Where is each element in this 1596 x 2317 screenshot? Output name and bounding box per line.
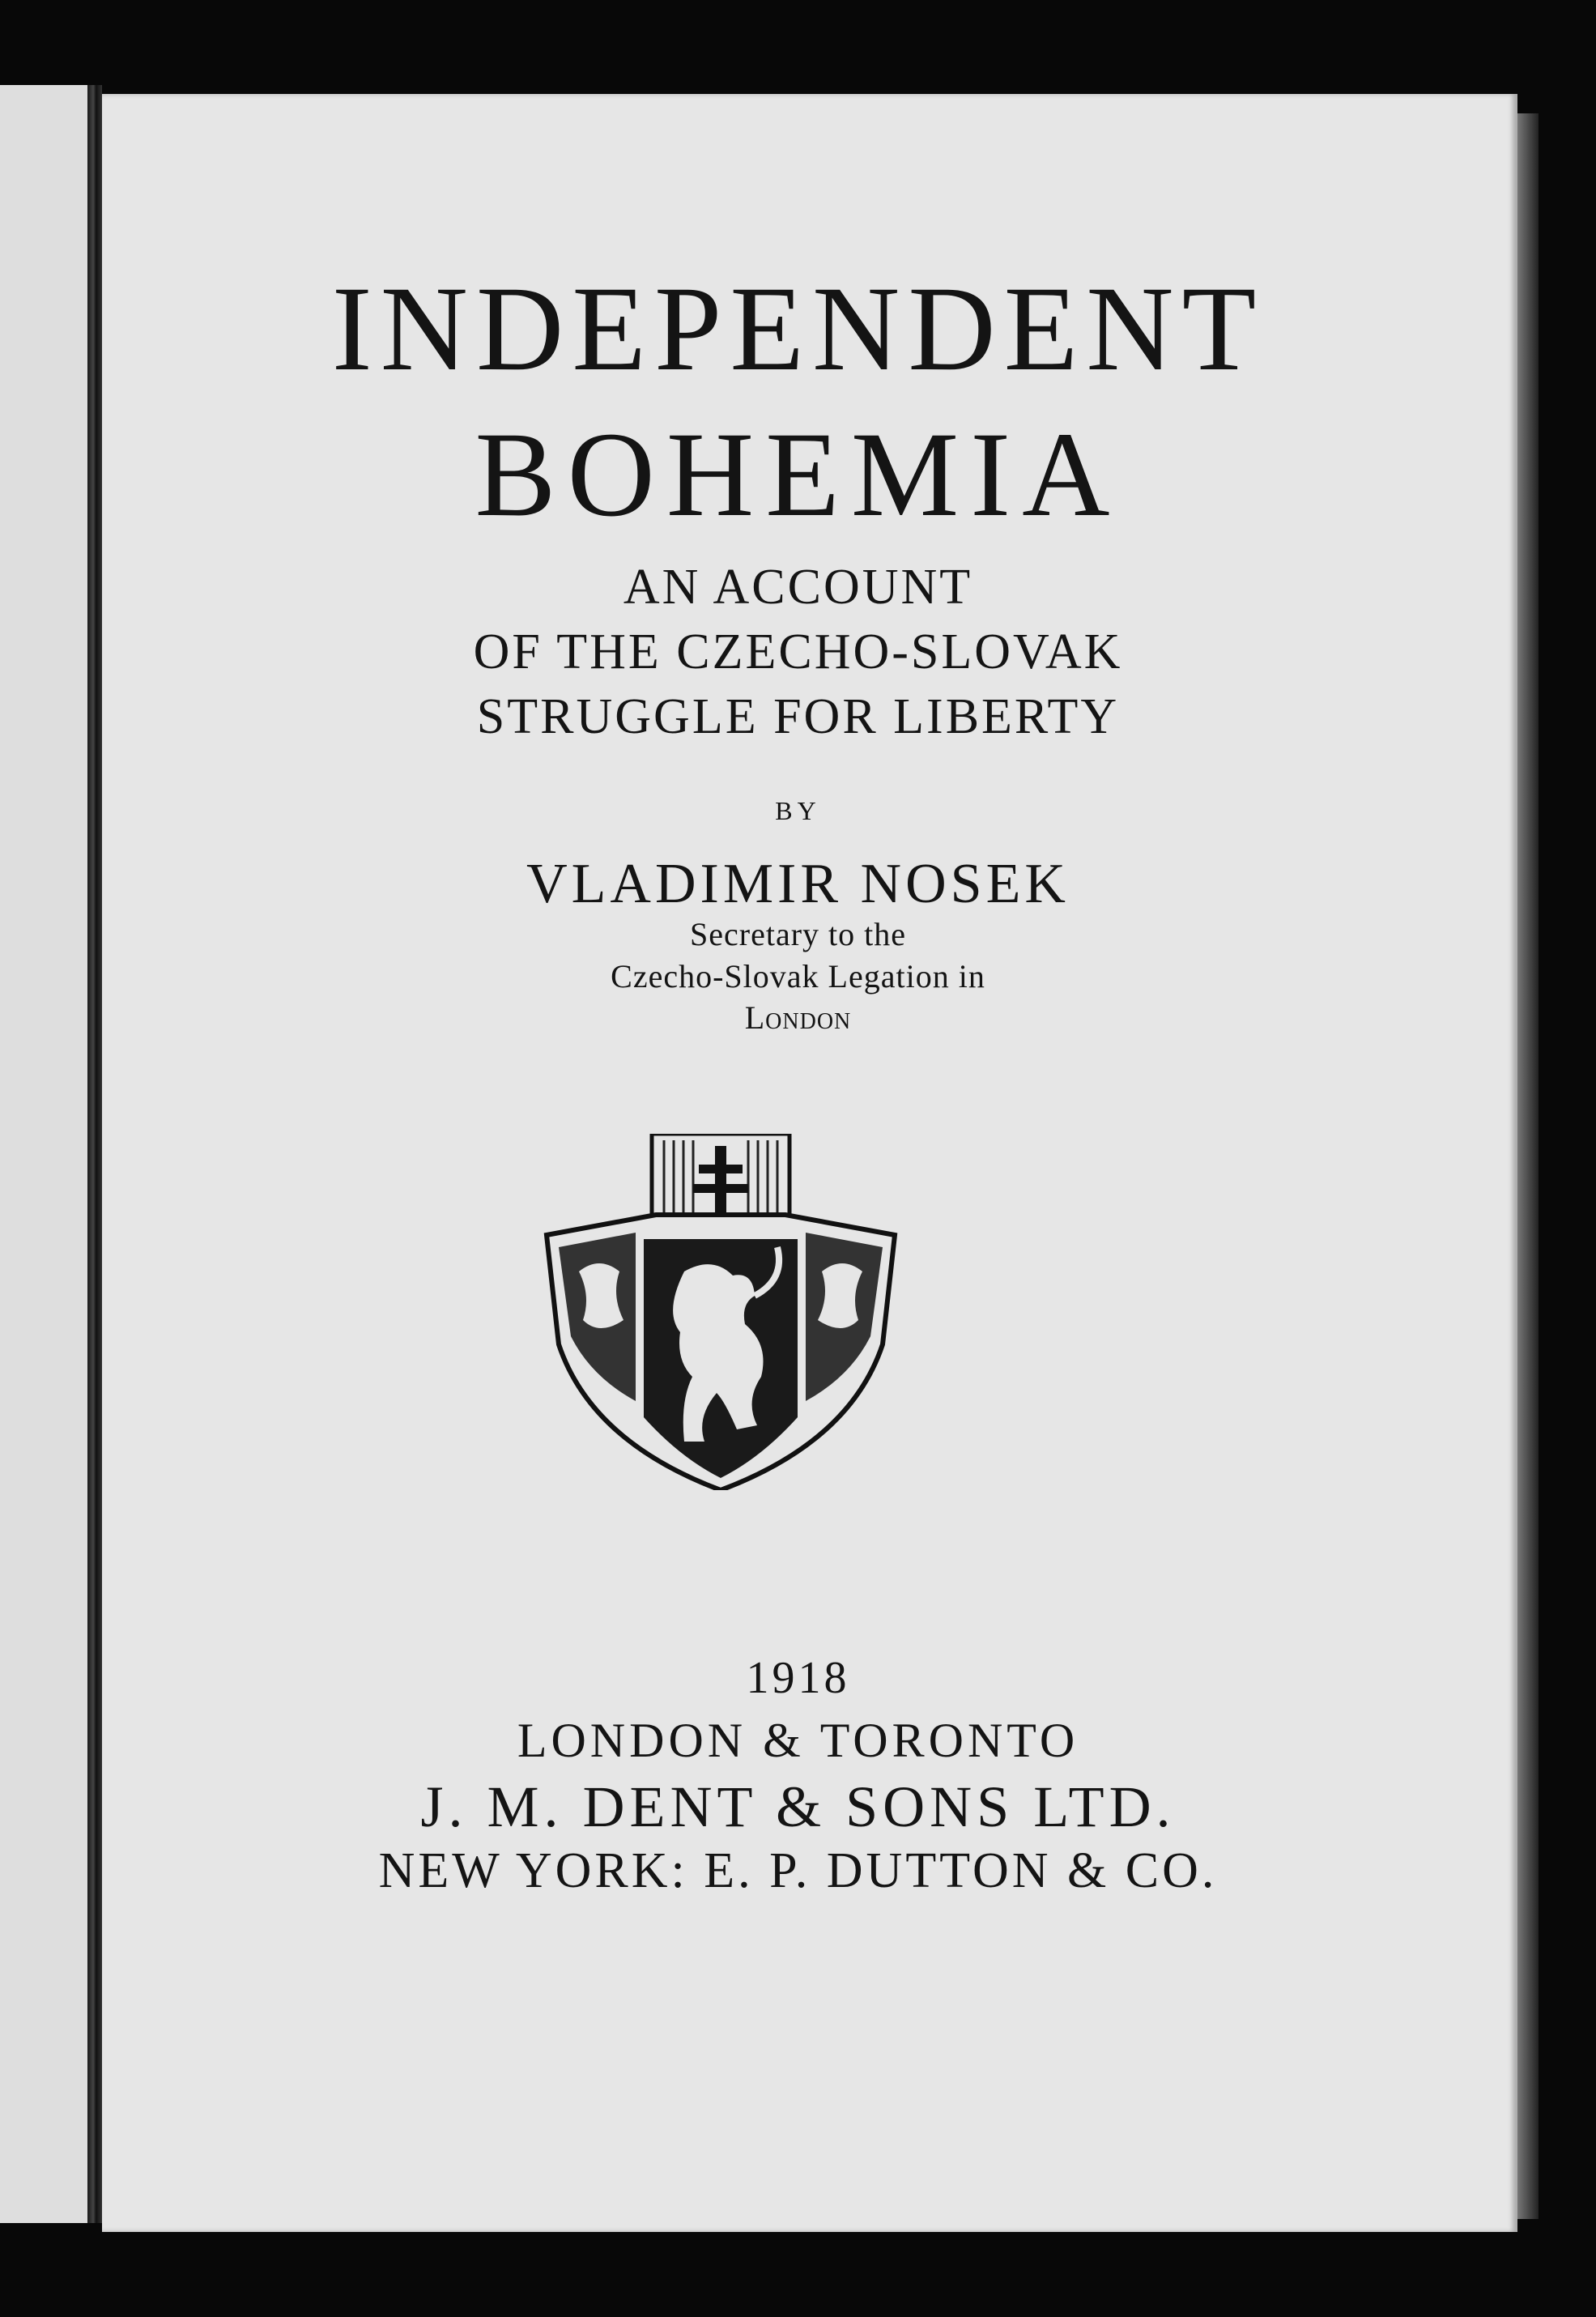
book-title-line-1: INDEPENDENT [331, 262, 1265, 396]
book-title-line-2: BOHEMIA [475, 407, 1121, 542]
by-label: BY [775, 796, 821, 825]
subtitle-line-3: STRUGGLE FOR LIBERTY [476, 689, 1120, 744]
author-position-line-3: London [744, 999, 852, 1036]
subtitle-line-2: OF THE CZECHO-SLOVAK [473, 624, 1123, 679]
author-position-line-1: Secretary to the [690, 916, 906, 952]
distributor-name: NEW YORK: E. P. DUTTON & CO. [378, 1843, 1218, 1898]
author-position-line-2: Czecho-Slovak Legation in [611, 958, 985, 995]
publisher-name: J. M. DENT & SONS LTD. [420, 1774, 1176, 1839]
subtitle-line-1: AN ACCOUNT [623, 560, 973, 615]
author-name: VLADIMIR NOSEK [526, 853, 1070, 915]
publication-year: 1918 [746, 1653, 850, 1703]
coat-of-arms-icon [543, 1134, 899, 1490]
publication-places: LONDON & TORONTO [517, 1714, 1079, 1767]
